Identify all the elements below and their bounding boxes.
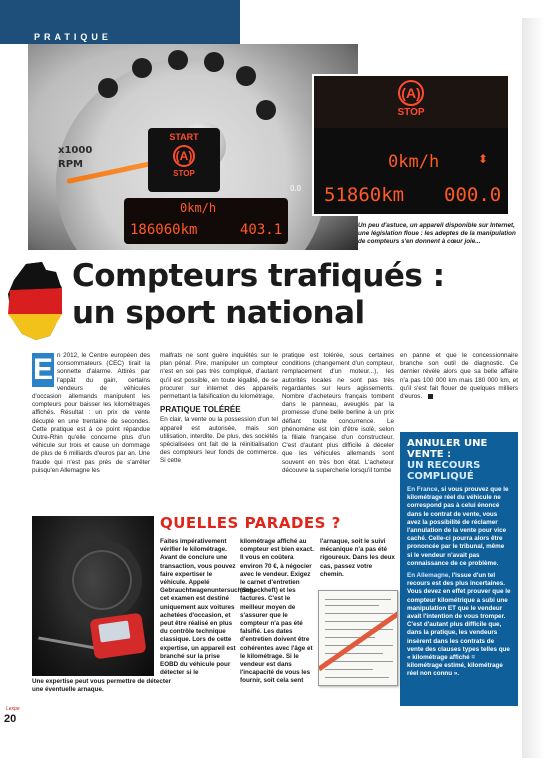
dashboard-photo [28, 44, 358, 250]
odometer-closeup [312, 74, 510, 216]
headline-line-1: Compteurs trafiqués : [72, 258, 445, 294]
steering-wheel [62, 540, 142, 620]
column-text: malfrats ne sont guère inquiétés sur le plan pénal. Pire, manipuler un compteur n'est en soi pas très compliqué, d'autant qu'il est possible, en toute légalité, de se procurer sur internet des appareils permettant la falsification du kilométrage. [160, 352, 278, 401]
sidebar-subtitle: UN RECOURS COMPLIQUÉ [407, 460, 481, 482]
drop-cap: E [32, 353, 53, 386]
trip-readout: 000.0 [444, 184, 502, 206]
diagnostic-device-icon [89, 613, 146, 660]
stop-label: STOP [173, 169, 195, 178]
odometer-display [124, 198, 288, 244]
remedies-column-1: Faites impérativement vérifier le kilométrage. Avant de conclure une transaction, vous pouvez faire expertiser le véhicule. Appelé Gebrauchtwagenuntersuchung, cet examen est destiné uniquement aux voitures achetées d'occasion, et peut être réalisé en plus du contrôle technique classique. Lors de cette expertise, un appareil est branché sur la prise EOBD du véhicule pour détecter si le [160, 538, 255, 677]
gauge-label: 0.0 [290, 184, 302, 193]
rpm-label [58, 144, 92, 172]
dial-marker [168, 50, 188, 70]
rpm-unit: RPM [58, 159, 83, 170]
photo-caption: Un peu d'astuce, un appareil disponible sur Internet, une législation floue : les adeptes de la manipulation de compteurs s'en donnent à cœur joie... [358, 222, 516, 245]
legal-recourse-sidebar [400, 432, 518, 706]
article-headline [72, 258, 512, 332]
up-down-arrows-icon: ⬍ [478, 152, 489, 166]
column-text: En clair, la vente ou la possession d'un tel appareil est autorisée, mais son utilisation, interdite. De plus, des sociétés spécialisées ont fait de la réinitialisation des compteurs leur fonds de commerce. Si cette [160, 416, 278, 465]
odometer-readout: 186060km [130, 222, 198, 238]
germany-map-flag-icon [6, 262, 64, 340]
start-label: START [169, 132, 199, 142]
remedies-box [32, 514, 396, 710]
dial-marker [204, 52, 224, 72]
sidebar-text: l'issue d'un tel recours est des plus incertaines. Vous devez en effet prouver que le compteur kilométrique a subi une manipulation ET que le vendeur avait l'intention de vous tromper. C'est d'autant plus difficile que, dans la pratique, les vendeurs insèrent dans les contrats de vente des clauses types telles que « kilométrage affiché = kilométrage estimé, kilométrage réel non connu ». [407, 572, 511, 678]
article-column-3 [282, 352, 394, 475]
column-text: n 2012, le Centre européen des consommateurs (CEC) tirait la sonnette d'alarme. Attirés par l'appât du gain, certains vendeurs de véhicules d'occasion allemands manipulent les compteurs pour baisser les kilométrages affichés. Résultat : un prix de vente décuplé en une trentaine de secondes. Cette pratique est à ce point répandue Outre-Rhin qu'elle concerne plus d'un véhicule sur trois et cause un dommage de plus de 6 milliards d'euros par an. Une fraude qui n'est pas près de s'arrêter puisqu'en Allemagne les [32, 352, 150, 474]
column-text: pratique est tolérée, sous certaines conditions (changement d'un compteur, remplacement d'un moteur...), les autorités locales ne sont pas très regardantes sur leurs agissements. Nombre d'acheteurs français tombent dans le panneau, aveuglés par la promesse d'une belle berline à un prix défiant toute concurrence. Le phénomène est loin d'être isolé, selon la filiale française d'un constructeur. C'est d'autant plus difficile à déceler que les véhicules allemands sont souvent en très bon état. L'acheteur découvre la supercherie lorsqu'il tombe [282, 352, 394, 474]
article-subhead: PRATIQUE TOLÉRÉE [160, 405, 241, 415]
sidebar-paragraph-germany [407, 572, 511, 679]
page-number: 20 [4, 713, 17, 725]
service-booklet-thumbnail [318, 590, 398, 686]
article-column-1 [32, 352, 150, 475]
sidebar-text: si vous prouvez que le kilométrage réel du véhicule ne correspond pas à celui énoncé dans le contrat de vente, vous avez la possibilité de réclamer l'annulation de la vente pour vice caché. Celle-ci pourra alors être prononcée par le tribunal, même si le vendeur n'avait pas connaissance de ce problème. [407, 486, 509, 567]
sidebar-lead: En France, [407, 486, 440, 493]
trip-readout: 403.1 [240, 222, 283, 238]
sidebar-paragraph-france [407, 486, 511, 568]
dial-marker [256, 100, 276, 120]
dial-marker [236, 66, 256, 86]
sidebar-title: ANNULER UNE VENTE : [407, 438, 488, 460]
dial-marker [132, 58, 152, 78]
auto-stop-icon: (A) [398, 80, 424, 106]
sidebar-lead: En Allemagne, [407, 572, 451, 580]
page-edge-shadow [522, 18, 544, 758]
closeup-stop-panel [314, 76, 508, 128]
article-column-2 [160, 352, 278, 466]
end-of-article-icon [428, 394, 433, 399]
speed-readout: 0km/h [180, 201, 217, 215]
remedies-column-2: kilométrage affiché au compteur est bien exact. Il vous en coûtera environ 70 €, à négocier avec le vendeur. Exigez le carnet d'entretien (Scheckheft) et les factures. C'est le meilleur moyen de s'assurer que le compteur n'a pas été falsifié. Les dates d'entretien doivent être cohérentes avec l'âge et le kilométrage. Si le vendeur est dans l'incapacité de vous les fournir, soit cela sent [240, 538, 314, 685]
remedies-title: QUELLES PARADES ? [160, 514, 341, 532]
diagnostic-photo [32, 516, 154, 676]
stop-label: STOP [397, 107, 425, 118]
dial-marker [98, 78, 118, 98]
column-text: en panne et que le concessionnaire branche son outil de diagnostic. Ce dernier révèle alors que sa belle affaire n'a pas 100 000 km mais 180 000 km, et qu'il s'est fait flouer de quelques milliers d'euros. [400, 352, 518, 401]
section-tag: PRATIQUE [34, 32, 112, 42]
odometer-readout: 51860km [324, 184, 405, 206]
rpm-multiplier: x1000 [58, 145, 93, 156]
publication-mark: Lexpe [6, 706, 20, 712]
headline-line-2: un sport national [72, 295, 365, 331]
article-column-4 [400, 352, 518, 401]
speed-readout: 0km/h [388, 152, 440, 172]
start-stop-indicator [148, 128, 220, 192]
remedies-column-3: l'arnaque, soit le suivi mécanique n'a pas été rigoureux. Dans les deux cas, passez votre chemin. [320, 538, 395, 578]
auto-stop-icon: (A) [173, 145, 195, 167]
photo-caption: Une expertise peut vous permettre de détecter une éventuelle arnaque. [32, 678, 171, 693]
